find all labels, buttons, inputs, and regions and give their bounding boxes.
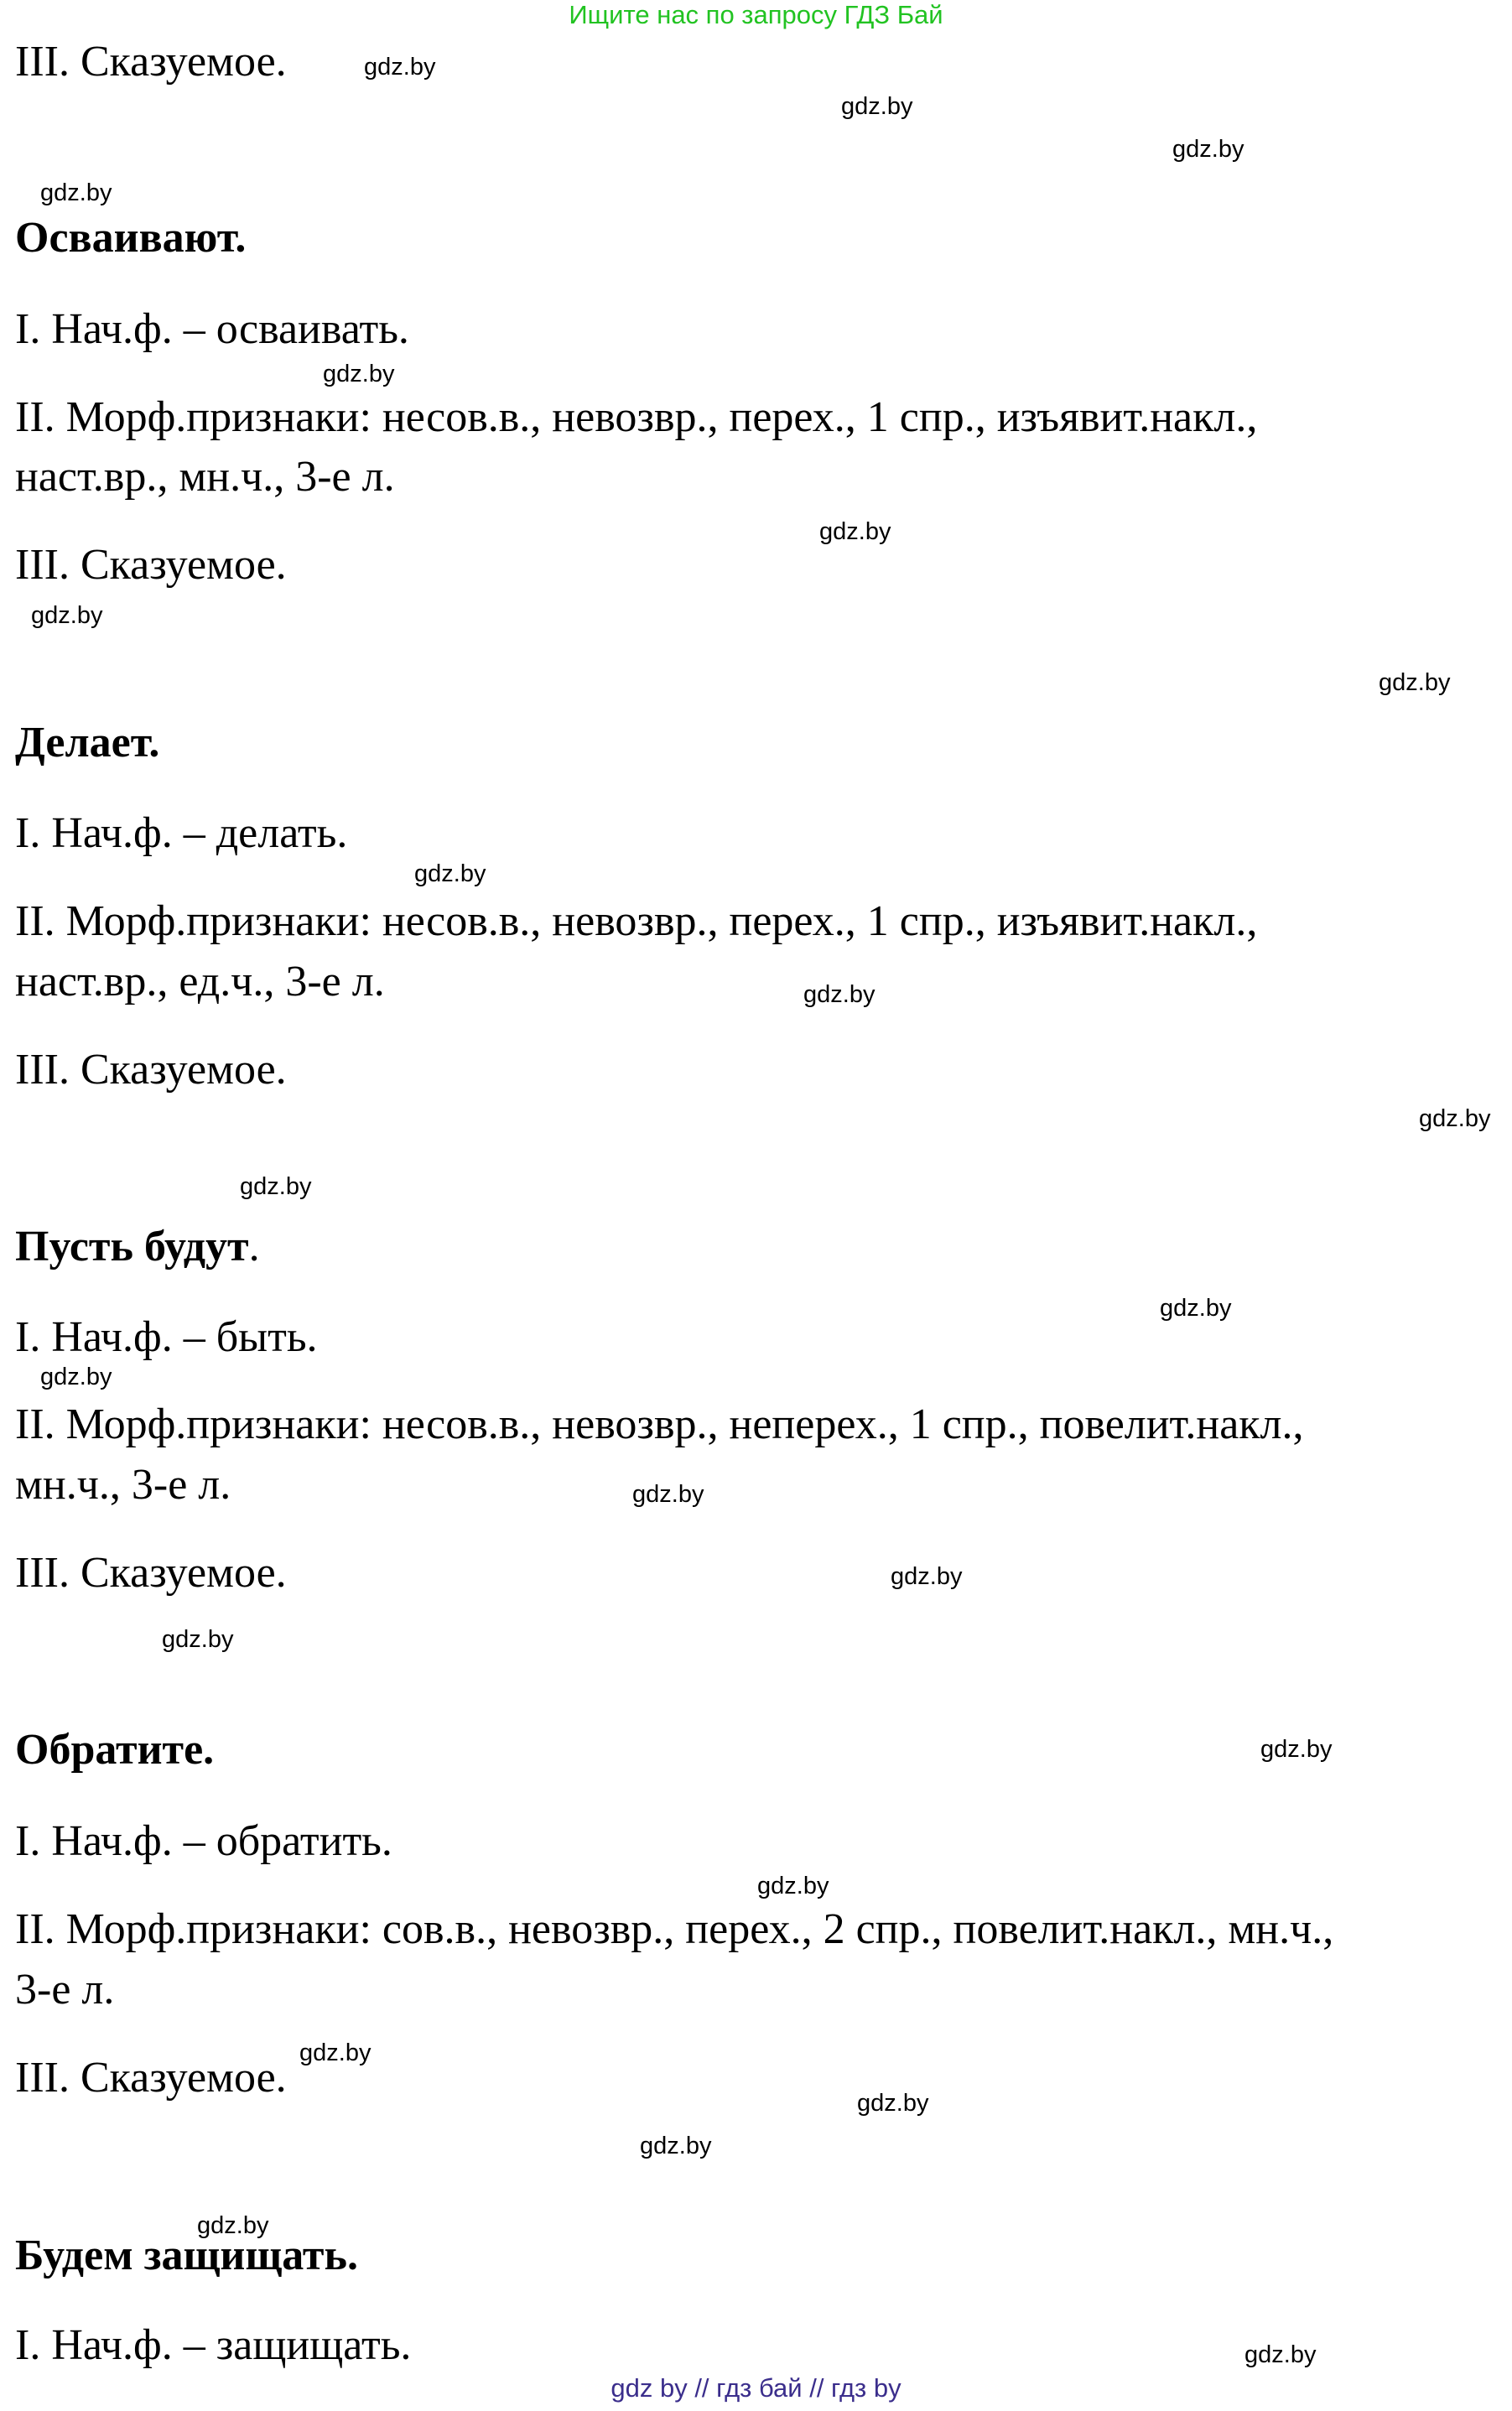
word-heading-period: . xyxy=(248,1223,260,1270)
watermark: gdz.by xyxy=(40,1364,112,1390)
watermark: gdz.by xyxy=(197,2212,269,2239)
watermark: gdz.by xyxy=(1379,669,1451,696)
word-heading xyxy=(15,1225,260,1269)
word-heading: Обратите. xyxy=(15,1726,215,1774)
text-line: III. Сказуемое. xyxy=(15,541,287,589)
text-line: 3-е л. xyxy=(15,1966,115,2013)
watermark: gdz.by xyxy=(803,981,876,1008)
text-line: II. Морф.признаки: несов.в., невозвр., перех., 1 спр., изъявит.накл., xyxy=(15,897,1258,945)
watermark: gdz.by xyxy=(632,1481,704,1508)
text-line: II. Морф.признаки: несов.в., невозвр., перех., 1 спр., изъявит.накл., xyxy=(15,393,1258,441)
text-line: I. Нач.ф. – обратить. xyxy=(15,1817,392,1865)
text-line: III. Сказуемое. xyxy=(15,38,287,86)
word-heading-bold: Пусть будут xyxy=(15,1223,249,1270)
watermark: gdz.by xyxy=(162,1626,234,1653)
word-heading: Будем защищать. xyxy=(15,2232,358,2279)
watermark: gdz.by xyxy=(1244,2341,1317,2368)
word-heading: Осваивают. xyxy=(15,214,247,262)
watermark: gdz.by xyxy=(323,361,395,387)
text-line: I. Нач.ф. – делать. xyxy=(15,809,348,857)
watermark: gdz.by xyxy=(1419,1105,1491,1132)
watermark: gdz.by xyxy=(299,2039,372,2066)
watermark: gdz.by xyxy=(364,54,436,81)
watermark: gdz.by xyxy=(31,602,103,629)
watermark: gdz.by xyxy=(841,93,913,120)
text-line: I. Нач.ф. – быть. xyxy=(15,1313,318,1361)
watermark: gdz.by xyxy=(1260,1736,1333,1763)
text-line: мн.ч., 3-е л. xyxy=(15,1461,231,1509)
watermark: gdz.by xyxy=(640,2133,712,2159)
watermark: gdz.by xyxy=(240,1173,312,1200)
watermark: gdz.by xyxy=(819,518,891,545)
search-banner: Ищите нас по запросу ГДЗ Бай xyxy=(569,0,943,29)
text-line: III. Сказуемое. xyxy=(15,1046,287,1094)
watermark: gdz.by xyxy=(414,860,486,887)
watermark: gdz.by xyxy=(40,179,112,206)
watermark: gdz.by xyxy=(857,2090,929,2117)
watermark: gdz.by xyxy=(891,1563,963,1590)
text-line: наст.вр., ед.ч., 3-е л. xyxy=(15,958,385,1005)
text-line: III. Сказуемое. xyxy=(15,1549,287,1597)
text-line: I. Нач.ф. – защищать. xyxy=(15,2321,412,2369)
watermark: gdz.by xyxy=(757,1873,829,1899)
text-line: II. Морф.признаки: сов.в., невозвр., перех., 2 спр., повелит.накл., мн.ч., xyxy=(15,1905,1334,1953)
word-heading: Делает. xyxy=(15,719,160,766)
watermark: gdz.by xyxy=(1160,1295,1232,1322)
text-line: II. Морф.признаки: несов.в., невозвр., неперех., 1 спр., повелит.накл., xyxy=(15,1400,1304,1448)
footer-links[interactable]: gdz by // гдз бай // гдз by xyxy=(611,2373,901,2403)
text-line: III. Сказуемое. xyxy=(15,2054,287,2102)
watermark: gdz.by xyxy=(1172,136,1244,163)
text-line: I. Нач.ф. – осваивать. xyxy=(15,305,409,353)
text-line: наст.вр., мн.ч., 3-е л. xyxy=(15,453,395,501)
